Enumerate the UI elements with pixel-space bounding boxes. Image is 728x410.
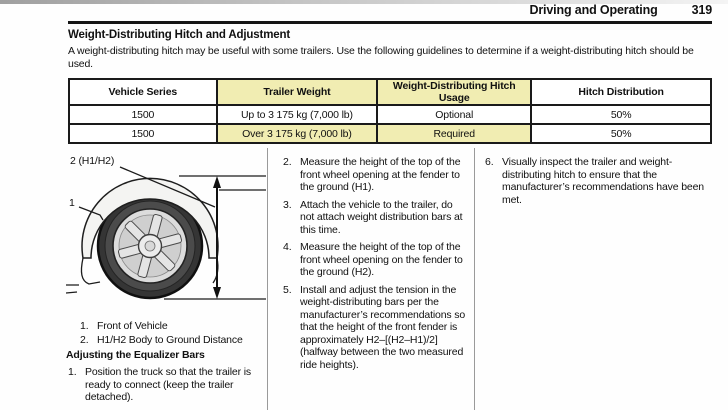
cell-trailer-weight: Up to 3 175 kg (7,000 lb): [217, 105, 378, 124]
legend-number: 1.: [80, 320, 89, 332]
step-item: [283, 156, 467, 194]
step-item: [485, 156, 715, 206]
cell-hitch-usage: Optional: [377, 105, 531, 124]
step-number: 2.: [283, 156, 292, 168]
step-text: Measure the height of the top of the front wheel opening on the fender to the ground (H2).: [300, 241, 463, 278]
cell-trailer-weight: Over 3 175 kg (7,000 lb): [217, 124, 378, 143]
legend-item: [80, 333, 243, 347]
page-number: 319: [691, 3, 712, 17]
header-rule: [68, 21, 712, 24]
step-text: Visually inspect the trailer and weight-distributing hitch to ensure that the manufacturer’s recommendations have been met.: [502, 156, 704, 206]
table-row: [69, 105, 711, 124]
body-sill-lines: [66, 285, 79, 293]
legend-text: Front of Vehicle: [97, 320, 168, 332]
step-text: Install and adjust the tension in the weight-distributing bars per the manufacturer’s recommendations so that the height of the front fender is approximately H2–[(H2–H1)/2] (halfway between the two measured ride heights).: [300, 283, 466, 371]
legend-item: [80, 319, 243, 333]
step-item: [283, 284, 467, 372]
step-text: Measure the height of the top of the front wheel opening at the fender to the ground (H1).: [300, 156, 461, 193]
wheel-height-figure: [66, 146, 271, 314]
table-row: [69, 124, 711, 143]
figure-legend: [80, 319, 243, 347]
cell-hitch-distribution: 50%: [531, 124, 711, 143]
chapter-title: Driving and Operating: [529, 3, 658, 17]
col-header-vehicle-series: Vehicle Series: [69, 79, 217, 105]
step-number: 3.: [283, 198, 292, 211]
left-column-steps: [68, 366, 268, 404]
intro-paragraph: A weight-distributing hitch may be useful with some trailers. Use the following guidelines to determine if a weight-distributing hitch should be used.: [68, 45, 694, 70]
col-header-trailer-weight: Trailer Weight: [217, 79, 378, 105]
step-item: [283, 199, 467, 237]
step-number: 6.: [485, 156, 494, 168]
section-title: Weight-Distributing Hitch and Adjustment: [68, 29, 291, 41]
hitch-guidelines-table: [68, 78, 712, 144]
hub-cap: [145, 241, 155, 251]
cell-hitch-usage: Required: [377, 124, 531, 143]
step-number: 4.: [283, 241, 292, 253]
fender-lower-lip: [81, 258, 100, 284]
step-text: Position the truck so that the trailer is ready to connect (keep the trailer detached).: [85, 366, 252, 403]
callout-2-label: 2 (H1/H2): [70, 155, 115, 167]
step-item: [283, 241, 467, 279]
running-header: [68, 3, 712, 17]
column-divider: [474, 148, 475, 410]
col-header-hitch-distribution: Hitch Distribution: [531, 79, 711, 105]
right-column-steps: [485, 156, 715, 206]
callout-1-label: 1: [69, 197, 75, 209]
cell-vehicle-series: 1500: [69, 124, 217, 143]
wheel-fender-illustration: [66, 146, 271, 314]
step-item: [68, 366, 268, 404]
table-header-row: [69, 79, 711, 105]
step-number: 1.: [68, 366, 77, 378]
col-header-hitch-usage: Weight-Distributing Hitch Usage: [377, 79, 531, 105]
middle-column-steps: [283, 156, 467, 371]
step-number: 5.: [283, 283, 292, 296]
subheading-adjusting-equalizer-bars: Adjusting the Equalizer Bars: [66, 349, 205, 361]
cell-vehicle-series: 1500: [69, 105, 217, 124]
legend-number: 2.: [80, 334, 89, 346]
step-text: Attach the vehicle to the trailer, do not attach weight distribution bars at this time.: [300, 198, 463, 236]
cell-hitch-distribution: 50%: [531, 105, 711, 124]
legend-text: H1/H2 Body to Ground Distance: [97, 334, 243, 346]
